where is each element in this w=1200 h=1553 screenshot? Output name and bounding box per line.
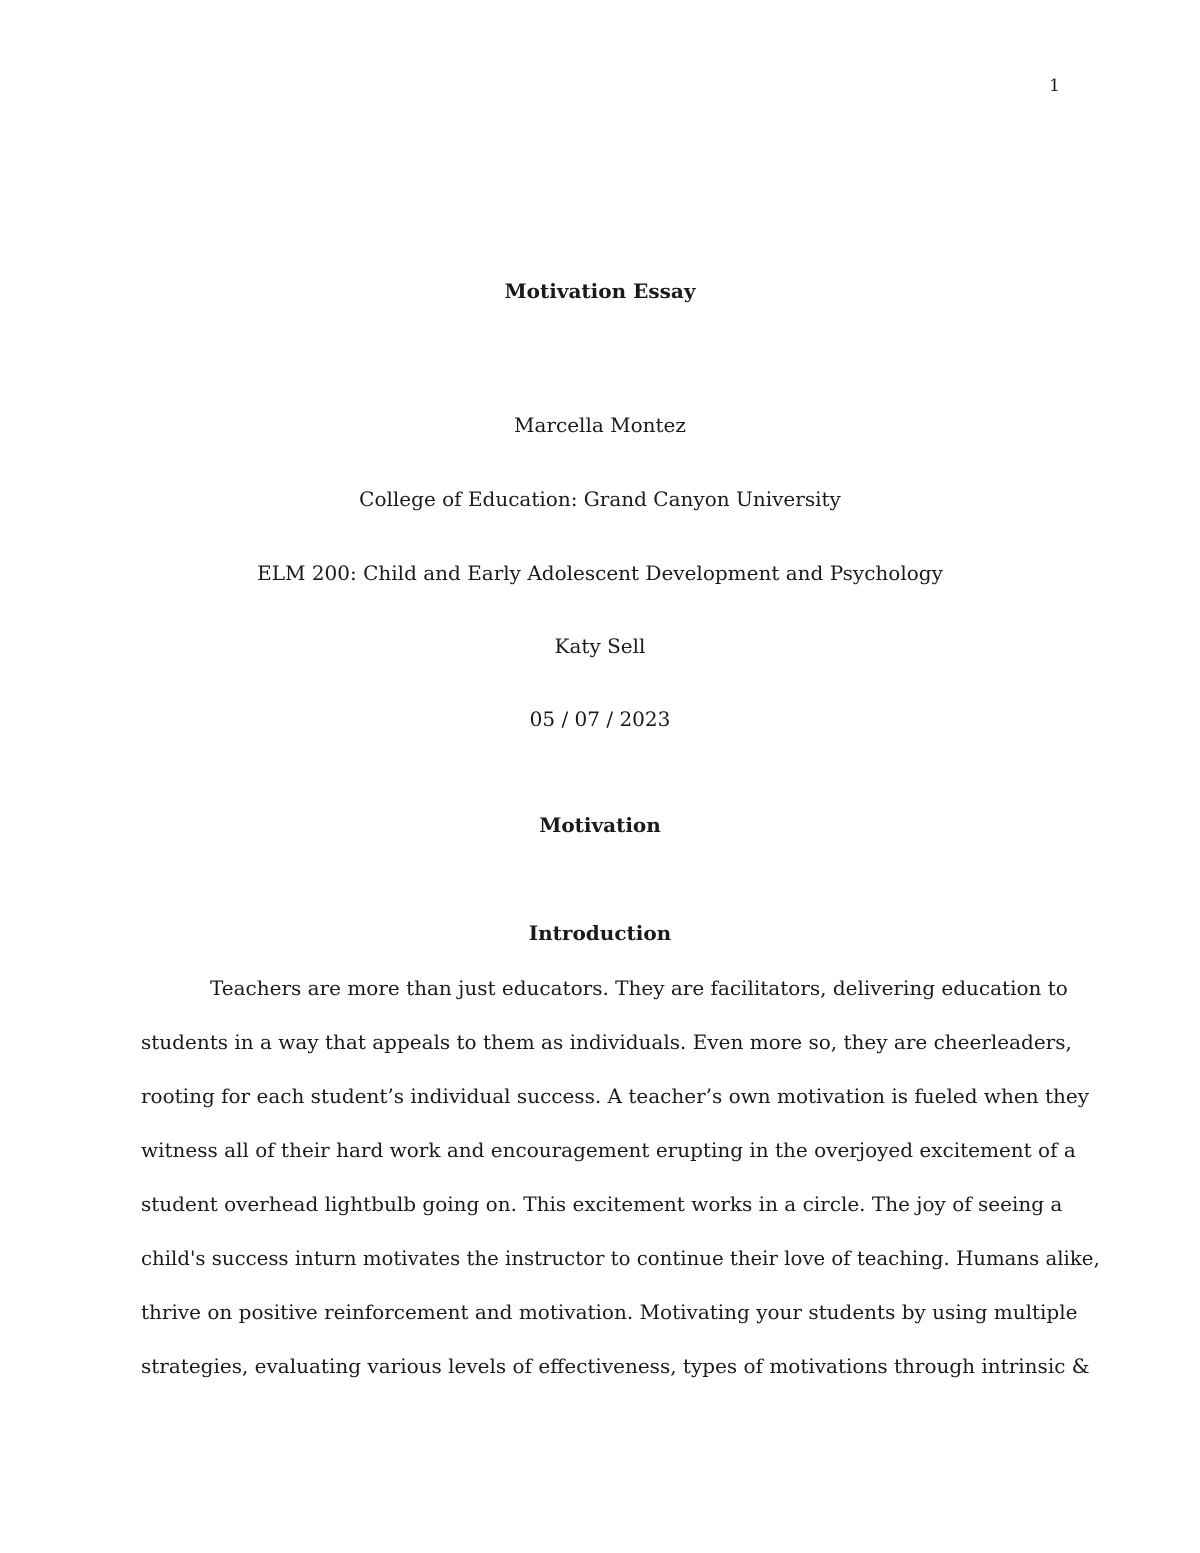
paragraph-line: witness all of their hard work and encouragement erupting in the overjoyed excitement of a: [141, 1138, 1076, 1162]
institution: College of Education: Grand Canyon University: [359, 487, 841, 511]
section-title: Motivation: [539, 813, 661, 837]
submission-date: 05 / 07 / 2023: [529, 707, 671, 731]
paragraph-line: thrive on positive reinforcement and motivation. Motivating your students by using multiple: [141, 1300, 1078, 1324]
paragraph-line: strategies, evaluating various levels of effectiveness, types of motivations through intrinsic &: [141, 1354, 1090, 1378]
instructor-name: Katy Sell: [554, 634, 646, 658]
paragraph-line: students in a way that appeals to them as individuals. Even more so, they are cheerleaders,: [141, 1030, 1072, 1054]
course-name: ELM 200: Child and Early Adolescent Development and Psychology: [257, 561, 943, 585]
paragraph-line: rooting for each student’s individual success. A teacher’s own motivation is fueled when they: [141, 1084, 1090, 1108]
paragraph-line: student overhead lightbulb going on. This excitement works in a circle. The joy of seeing a: [141, 1192, 1063, 1216]
page-number: 1: [1049, 76, 1060, 96]
paragraph-line: Teachers are more than just educators. They are facilitators, delivering education to: [210, 976, 1068, 1000]
paragraph-line: child's success inturn motivates the instructor to continue their love of teaching. Humans alike,: [141, 1246, 1100, 1270]
introduction-heading: Introduction: [528, 921, 672, 945]
essay-title: Motivation Essay: [504, 279, 696, 303]
author-name: Marcella Montez: [514, 413, 686, 437]
